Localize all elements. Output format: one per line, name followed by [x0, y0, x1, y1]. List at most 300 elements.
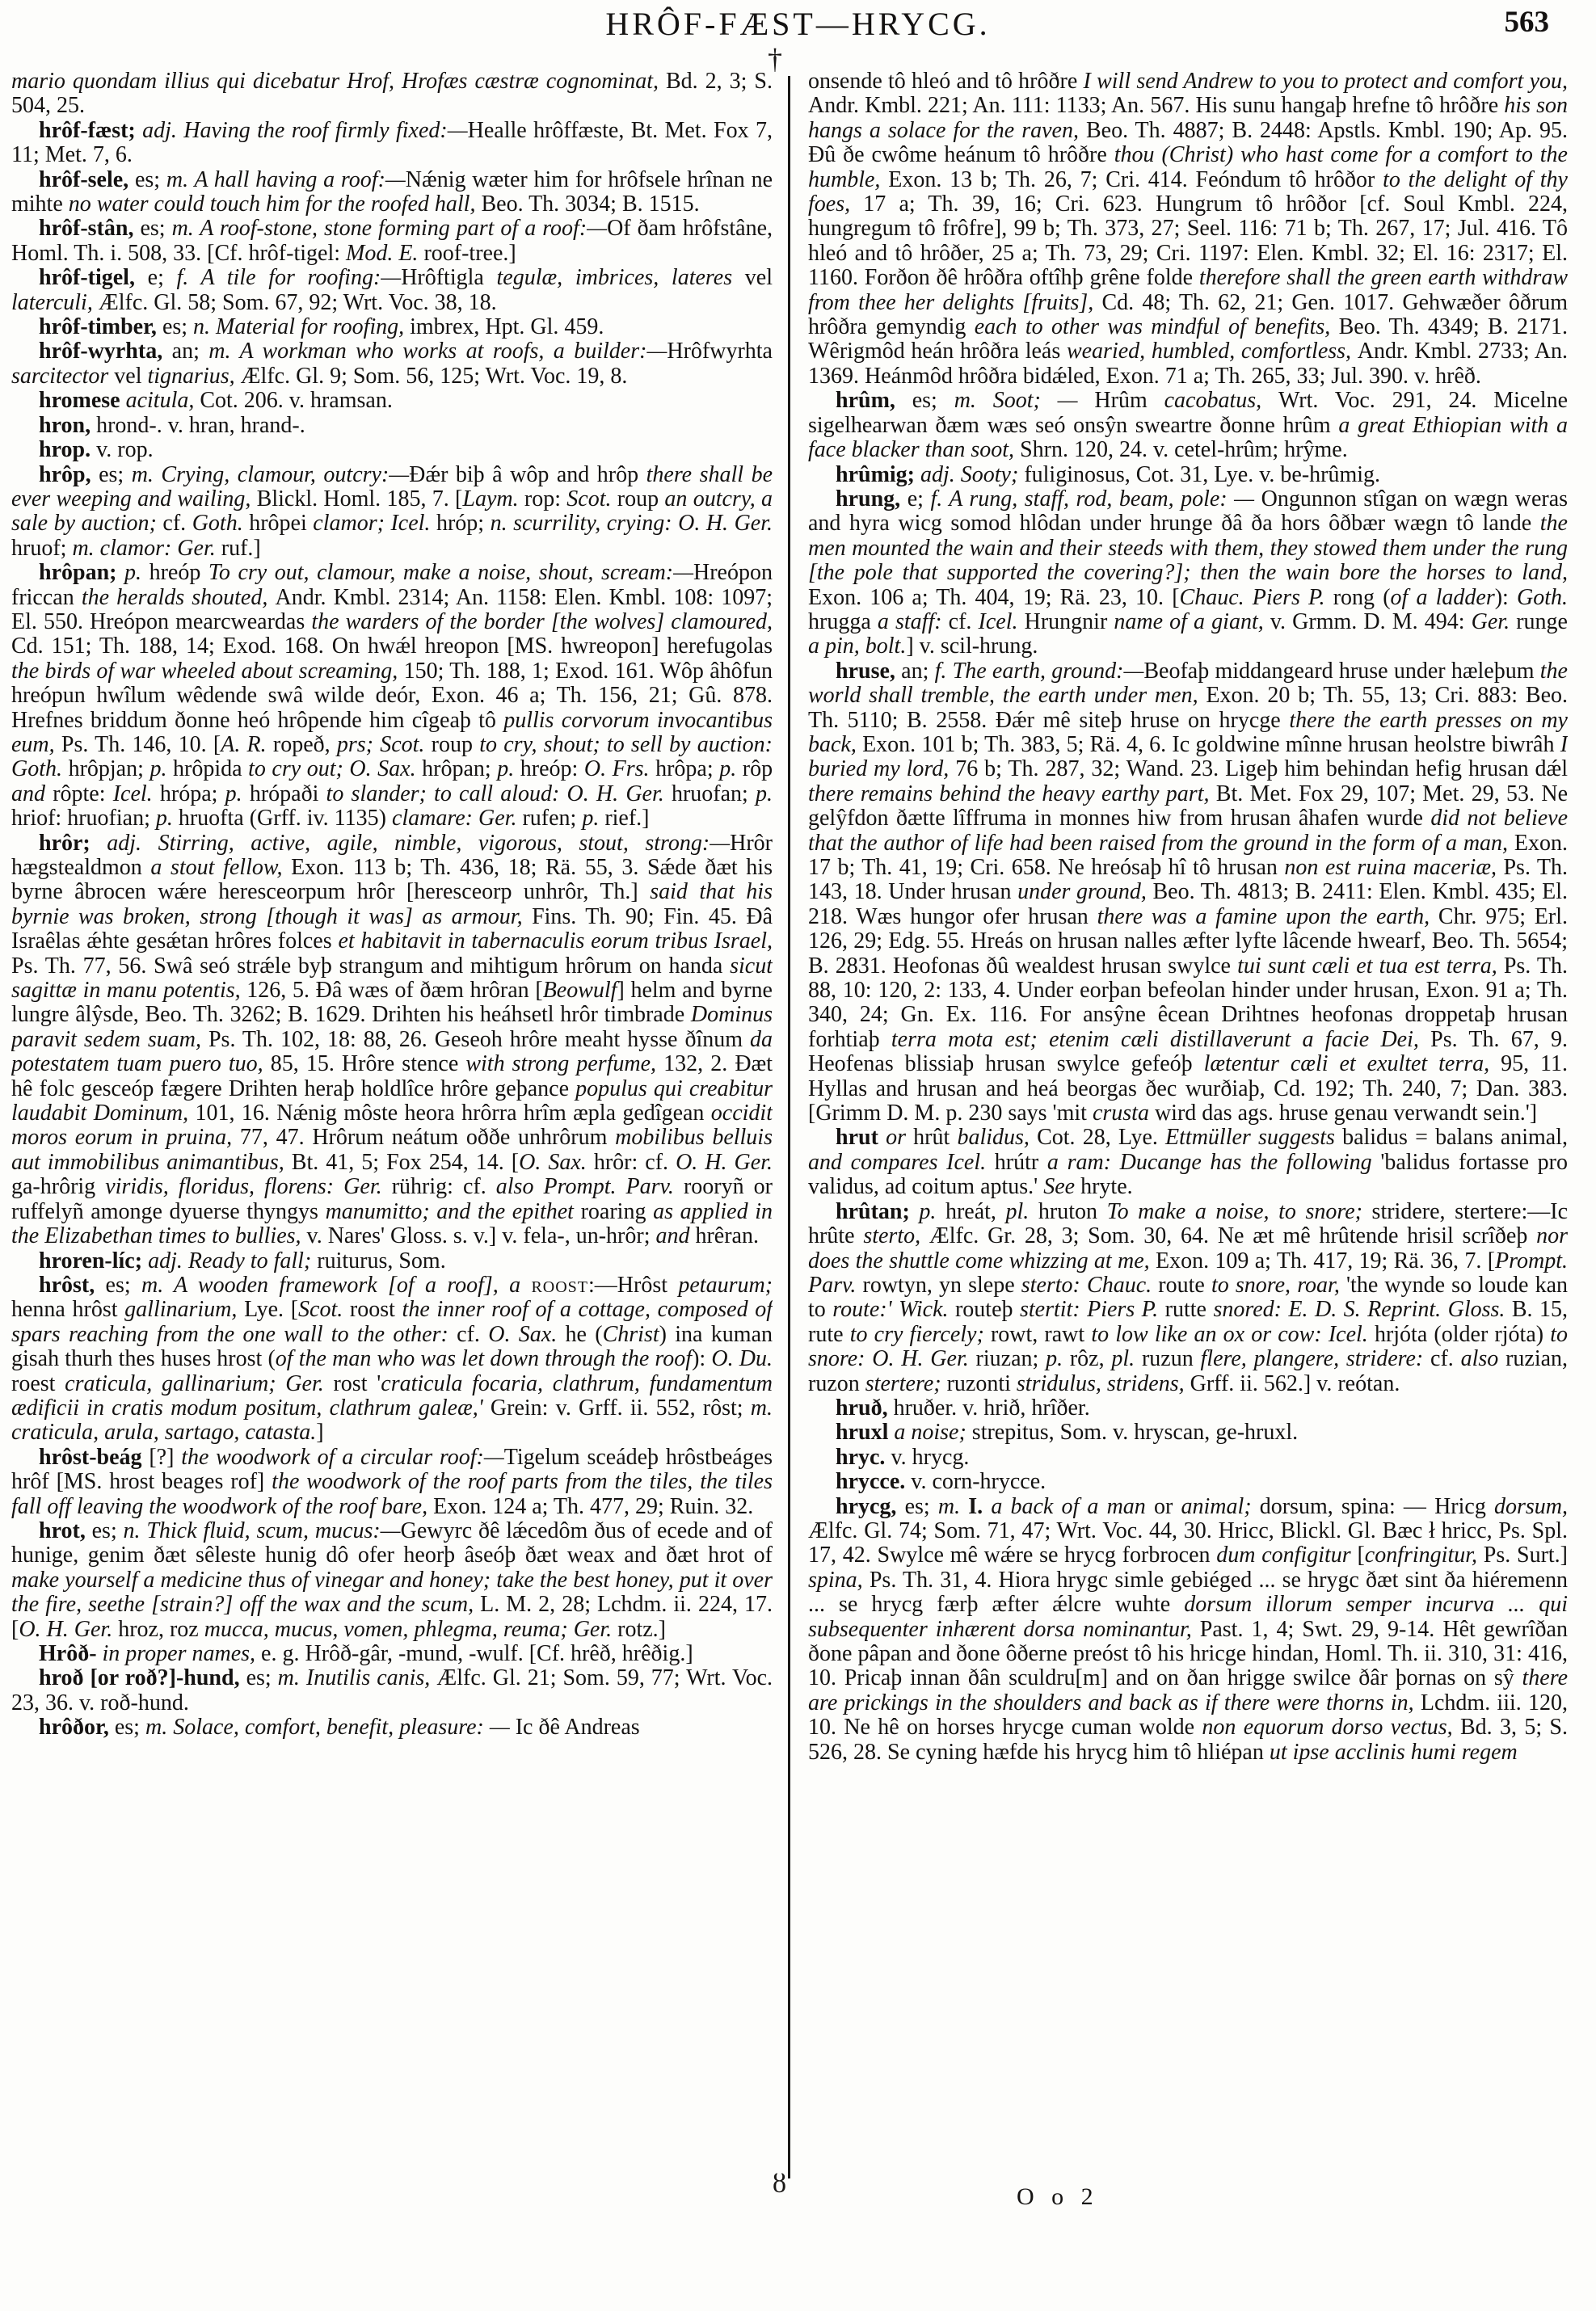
text-run: es;	[904, 1493, 938, 1519]
text-run: 126, 5. Ðâ wæs of ðæm hrôran [	[246, 978, 543, 1004]
text-run: Exon. 13 b; Th. 26, 7; Cri. 414. Feóndum tô hrôðor	[888, 166, 1383, 192]
text-run: Nǽnig wæter him for hrôfsele hrînan ne mihte	[11, 166, 773, 217]
text-run: dorsum,	[1493, 1493, 1568, 1519]
text-run: henna hrôst	[11, 1297, 125, 1323]
text-run: pl.	[1111, 1346, 1142, 1372]
text-run: p.	[497, 756, 520, 782]
text-run: hrôpan;	[422, 756, 498, 782]
text-run: Exon. 113 b; Th. 436, 18; Rä. 55, 3. Sǽde ðæt his byrne âbrocen wǽre heresceorpum hrôr [heresceorp unhrôr, Th.]	[11, 855, 773, 905]
text-run: es;	[91, 1518, 124, 1543]
text-run: vel	[114, 363, 148, 389]
text-run: O. Sax.	[488, 1321, 566, 1347]
text-run: Ælfc. Gl. 21; Som. 59, 77; Wrt. Voc. 23, 36. v. roð-hund.	[11, 1665, 773, 1715]
text-run: routeþ	[954, 1297, 1020, 1323]
text-run: es;	[99, 461, 132, 487]
text-column-left	[11, 69, 773, 2235]
text-run: n. Thick fluid, scum, mucus:—	[123, 1518, 401, 1543]
text-run: Ps. Th. 143, 18. Under hrusan	[808, 855, 1568, 905]
text-run: stertere;	[865, 1370, 947, 1396]
text-run: Hrôfwyrhta	[667, 339, 773, 364]
text-run: rong (	[1333, 584, 1391, 610]
dictionary-entry	[11, 315, 773, 339]
text-run: m. Soot; —	[954, 388, 1095, 414]
text-run: flere, plangere, stridere:	[1200, 1346, 1431, 1372]
text-run: 150; Th. 188, 1; Exod. 161. Wôp âhôfun hreópun hwîlum wêdende swâ wilde deór, Exon. 46 a; Th. 156, 21; Gû. 878. Hrefnes briddum ðonne heó hrôpende him cîgeaþ tô	[11, 658, 773, 733]
text-run: ] helm and byrne lungre âlŷsde, Beo. Th. 3262; B. 1629. Drihten his heáhsetl hrôr timbrade	[11, 978, 773, 1028]
text-run: cf.	[457, 1321, 489, 1347]
column-divider	[788, 76, 790, 2178]
text-run: Wrt. Voc. 291, 24. Micelne sigelhearwan ðæm wæs seó onsŷn sweartre ðonne hrûm	[808, 388, 1568, 438]
text-run: an outcry, a sale by auction;	[11, 486, 773, 537]
headword: hruð,	[836, 1395, 894, 1421]
text-run: a ram: Ducange has the following	[1046, 1149, 1381, 1175]
text-run: ) ina kuman gisah thurh thes huses hrost (	[11, 1321, 773, 1372]
text-run: Dominus paravit sedem suam,	[11, 1002, 773, 1052]
text-run: 'balidus fortasse pro validus, ad coitum aptus.'	[808, 1149, 1568, 1200]
text-run: Exon. 101 b; Th. 383, 5; Rä. 4, 6. Ic goldwine mînne hrusan heolstre biwrâh	[862, 731, 1560, 757]
text-run: no water could touch him for the roofed hall,	[68, 192, 482, 217]
text-run: Beo. Th. 3034; B. 1515.	[481, 192, 700, 217]
text-run: the woodwork of a circular roof:—	[181, 1444, 504, 1470]
text-run: L. M. 2, 28; Lchdm. ii. 224, 17. [	[11, 1592, 773, 1642]
text-run: Bt. 41, 5; Fox 254, 14. [	[291, 1149, 520, 1175]
text-run: n. scurrility, crying: O. H. Ger.	[490, 511, 773, 537]
text-run: Exon. 124 a; Th. 477, 29; Ruin. 32.	[433, 1493, 754, 1519]
text-run: dorsum illorum semper incurva ... qui subsequenter inhærent dorsa nominantur,	[808, 1592, 1568, 1642]
text-run: adj. Sooty;	[920, 461, 1025, 487]
text-run: [	[1357, 1543, 1365, 1568]
text-run: Grff. ii. 562.] v. reótan.	[1190, 1370, 1400, 1396]
text-run: m. Solace, comfort, benefit, pleasure: —	[145, 1715, 516, 1741]
text-run: et habitavit in tabernaculis eorum tribus Israel,	[338, 928, 773, 954]
text-run: onsende tô hleó and tô hrôðre	[808, 69, 1084, 94]
text-run: tui sunt cæli et tua est terra,	[1237, 953, 1504, 979]
text-run: the heralds shouted,	[81, 584, 276, 610]
text-run: occidit moros eorum in pruina,	[11, 1101, 773, 1151]
text-run: p.	[149, 756, 173, 782]
text-run: to low like an ox or cow: Icel.	[1091, 1321, 1375, 1347]
text-run: fuliginosus, Cot. 31, Lye. v. be-hrûmig.	[1024, 461, 1381, 487]
text-run: Beo. Th. 4887; B. 2448: Apstls. Kmbl. 190; Ap. 95. Ðû ðe cwôme heánum tô hrôðre	[808, 117, 1568, 168]
text-run: Goth.	[1517, 584, 1568, 610]
text-run: O. Frs.	[583, 756, 656, 782]
text-run: the world shall tremble, the earth under men,	[808, 658, 1568, 709]
text-run: Scot.	[298, 1297, 350, 1323]
dictionary-entry	[11, 266, 773, 315]
text-run: n. Material for roofing,	[193, 314, 411, 340]
text-run: imbrex, Hpt. Gl. 459.	[410, 314, 604, 340]
text-run: to snore: O. H. Ger.	[808, 1321, 1568, 1372]
text-run: clamor; Icel.	[313, 511, 436, 537]
text-run: I buried my lord,	[808, 731, 1568, 782]
text-run: hrêran.	[695, 1223, 759, 1249]
text-run: Exon. 109 a; Th. 417, 19; Rä. 36, 7. [	[1156, 1248, 1496, 1273]
text-run: Christ	[602, 1321, 659, 1347]
text-run: runge	[1516, 608, 1568, 634]
text-run: Tigelum sceádeþ hrôstbeáges hrôf [MS. hrost beages rof]	[11, 1444, 773, 1495]
text-run: Goth.	[192, 511, 250, 537]
text-run: an;	[901, 658, 935, 684]
text-run: cf.	[948, 608, 979, 634]
text-run: Ps. Th. 146, 10. [	[61, 731, 221, 757]
text-run: e;	[147, 265, 177, 291]
text-run: ga-hrôrig	[11, 1174, 106, 1200]
headword: I.	[968, 1493, 992, 1519]
text-run: mario quondam illius qui dicebatur Hrof, Hrofæs cæstræ cognominat,	[11, 69, 666, 94]
text-run: Beowulf	[542, 978, 617, 1004]
text-run: spina,	[808, 1567, 870, 1593]
text-run: Andr. Kmbl. 2733; An. 1369. Heánmôd hrôðra bidǽled, Exon. 71 a; Th. 265, 33; Jul. 390. v. hrêð.	[808, 339, 1568, 389]
text-run: stertit: Piers P.	[1019, 1297, 1165, 1323]
text-run: name of a giant,	[1114, 608, 1270, 634]
dictionary-entry	[11, 339, 773, 389]
text-run: Ic ðê Andreas	[515, 1715, 640, 1741]
text-run: To cry out, clamour, make a noise, shout, scream:—	[208, 560, 694, 586]
dictionary-entry	[808, 1126, 1568, 1199]
text-run: O. Sax.	[519, 1149, 594, 1175]
text-run: Hrûm	[1094, 388, 1164, 414]
text-run: Andr. Kmbl. 2314; An. 1158: Elen. Kmbl. 108: 1097; El. 550. Hreópon mearcweardas	[11, 584, 773, 634]
text-run: Past. 1, 4; Swt. 29, 9-14. Hêt gewrîðan ðone pâpan and ðone ôðerne preóst tô his hricge hindan, Homl. Th. ii. 310, 31: 416, 10. Pricaþ innan ðân sculdru[m] and on ðan hrigge swilce ðâr þornas on sŷ	[808, 1616, 1568, 1691]
text-run: craticula, gallinarium; Ger.	[65, 1370, 334, 1396]
headword: hrung,	[836, 486, 907, 511]
text-run: nor does the shuttle come whizzing at me,	[808, 1223, 1568, 1273]
text-run: ropeð,	[272, 731, 337, 757]
headword: hrôst,	[39, 1272, 106, 1298]
text-run: p.	[155, 806, 179, 831]
text-run: stridulus, stridens,	[1016, 1370, 1190, 1396]
text-run: rufen;	[522, 806, 583, 831]
text-run: Ælfc. Gl. 74; Som. 71, 47; Wrt. Voc. 44, 30. Hricc, Blickl. Gl. Bæc ł hricc, Ps. Spl. 17, 42. Swylce mê wǽre se hrycg forbrocen	[808, 1518, 1568, 1568]
text-run: hrôpjan;	[68, 756, 150, 782]
text-run: vel	[744, 265, 773, 291]
text-run: hruof;	[11, 535, 73, 561]
text-run: hrôpa;	[655, 756, 720, 782]
text-run: Prompt. Parv.	[808, 1248, 1568, 1298]
text-run: Chauc. Piers P.	[1179, 584, 1333, 610]
headword: hrûm,	[836, 388, 912, 414]
text-run: m. clamor: Ger.	[72, 535, 221, 561]
text-run: Hreópon friccan	[11, 560, 773, 610]
text-run: 77, 47. Hrôrum neátum oððe unhrôrum	[239, 1125, 616, 1151]
text-run: rowt, rawt	[990, 1321, 1092, 1347]
text-run: acitula,	[125, 388, 200, 414]
text-run: hrût	[913, 1125, 958, 1151]
text-run: did not believe that the author of life had been raised from the ground in the form of a man,	[808, 806, 1568, 856]
text-run: e;	[907, 486, 931, 511]
text-run: p.	[719, 756, 743, 782]
text-run: also	[1460, 1346, 1506, 1372]
text-run: his son hangs a solace for the raven,	[808, 93, 1568, 143]
text-run: roaring	[580, 1198, 654, 1224]
text-run: f. A rung, staff, rod, beam, pole: —	[930, 486, 1261, 511]
text-run: wearied, humbled, comfortless,	[1066, 339, 1358, 364]
text-run: hriof: hruofian;	[11, 806, 156, 831]
text-run: wird das ags. hruse genau verwandt sein.']	[1154, 1101, 1538, 1126]
text-run: hrugga	[808, 608, 878, 634]
text-run: dorsum, spina: — Hricg	[1259, 1493, 1494, 1519]
headword: hruse,	[836, 658, 902, 684]
text-run: Cot. 28, Lye.	[1037, 1125, 1166, 1151]
text-run: v. hrycg.	[891, 1444, 970, 1470]
headword: hrôf-fæst;	[39, 117, 143, 143]
headword: hrôf-wyrhta,	[39, 339, 172, 364]
text-run: Ger.	[1471, 608, 1517, 634]
text-run: Of ðam hrôfstâne, Homl. Th. i. 508, 33. [Cf. hrôf-tigel:	[11, 216, 773, 266]
text-run: as applied in the Elizabethan times to bullies,	[11, 1198, 773, 1249]
text-run: Bt. Met. Fox 29, 107; Met. 29, 53. Ne gelŷfdon ðætte lîffruma in monnes hiw from hrusan âhafen wurde	[808, 781, 1568, 831]
headword: hrûtan;	[836, 1198, 920, 1224]
text-run: or	[886, 1125, 914, 1151]
text-run: Ettmüller suggests	[1165, 1125, 1343, 1151]
headword: hrôp,	[39, 461, 99, 487]
text-run: Beo. Th. 4349; B. 2171. Wêrigmôd heán hrôðra leás	[808, 314, 1568, 364]
dictionary-entry	[11, 1715, 773, 1740]
text-run: Ælfc. Gl. 9; Som. 56, 125; Wrt. Voc. 19, 8.	[240, 363, 628, 389]
text-run: ] v. scil-hrung.	[906, 634, 1038, 659]
text-run: terra mota est; etenim cæli distillaverunt a facie Dei,	[891, 1026, 1431, 1052]
text-run: tegulæ, imbrices, lateres	[496, 265, 745, 291]
text-run: Ðǽr biþ â wôp and hrôp	[409, 461, 646, 487]
text-run: ruzonti	[946, 1370, 1017, 1396]
text-run: hróp;	[436, 511, 491, 537]
text-run: es;	[114, 1715, 145, 1741]
text-run: v. Grmm. D. M. 494:	[1270, 608, 1472, 634]
headword: hrop.	[39, 437, 97, 463]
text-run: Hrôr hægstealdmon	[11, 830, 773, 880]
text-run: to snore, roar,	[1211, 1272, 1346, 1298]
text-run: p.	[919, 1198, 945, 1224]
text-run: cacobatus,	[1164, 388, 1278, 414]
text-run: to cry, shout; to sell by auction: Goth.	[11, 731, 773, 782]
text-run: O. H. Ger.	[676, 1149, 773, 1175]
text-run: roup	[617, 486, 665, 511]
text-run: Ps. Th. 67, 9. Heofenas blissiaþ hrusan swylce gefeóþ	[808, 1026, 1568, 1077]
text-run: Exon. 106 a; Th. 404, 19; Rä. 23, 10. [	[808, 584, 1180, 610]
headword: hrycg,	[836, 1493, 905, 1519]
text-run: m. A roof-stone, stone forming part of a roof:—	[171, 216, 608, 242]
dictionary-entry	[808, 69, 1568, 389]
text-run: f. The earth, ground:—	[934, 658, 1144, 684]
text-run: rôpte:	[53, 781, 113, 806]
text-run: es;	[912, 388, 954, 414]
text-run: to cry fiercely;	[849, 1321, 991, 1347]
dictionary-entry	[808, 1421, 1568, 1445]
text-run: rowtyn, yn slepe	[862, 1272, 1021, 1298]
text-run: a pin, bolt.	[808, 634, 907, 659]
dictionary-entry	[808, 1396, 1568, 1421]
text-run: balidus = balans animal,	[1342, 1125, 1568, 1151]
text-run: a staff:	[877, 608, 949, 634]
text-run: adj. Having the roof firmly fixed:—	[142, 117, 468, 143]
dictionary-entry	[808, 389, 1568, 462]
dictionary-entry	[11, 69, 773, 119]
text-run: to slander; to call aloud: O. H. Ger.	[326, 781, 672, 806]
text-run: a great Ethiopian with a face blacker than soot,	[808, 412, 1568, 463]
text-run: prs; Scot.	[336, 731, 432, 757]
text-run: m. Inutilis canis,	[277, 1665, 437, 1691]
text-run: Beo. Th. 4813; B. 2411: Elen. Kmbl. 435; El. 218. Wæs hungor ofer hrusan	[808, 879, 1568, 929]
headword: hryc.	[836, 1444, 891, 1470]
text-run: snored: E. D. S. Reprint. Gloss.	[1213, 1297, 1512, 1323]
dictionary-entry	[11, 1666, 773, 1715]
text-run: thou (Christ) who hast come for a comfort to the humble,	[808, 142, 1568, 192]
text-run: v. rop.	[96, 437, 154, 463]
text-run: confringitur,	[1364, 1543, 1484, 1568]
text-run: rührig: cf.	[391, 1174, 496, 1200]
text-run: :—Hrôst	[588, 1272, 679, 1298]
text-run: populus qui creabitur laudabit Dominum,	[11, 1076, 773, 1126]
text-run: es;	[140, 216, 172, 242]
text-run: adj. Ready to fall;	[148, 1248, 318, 1273]
text-run: there shall be ever weeping and wailing,	[11, 461, 773, 511]
text-run: 95, 11. Hyllas and hrusan and heá beorgas ðec wurðiaþ, Cd. 192; Th. 240, 7; Dan. 383. [Grimm D. M. p. 230 says 'mit	[808, 1051, 1568, 1126]
text-run: to the delight of thy foes,	[808, 166, 1568, 217]
text-run: stridere, stertere:—Ic hrûte	[808, 1198, 1568, 1249]
text-run: hroz, roz	[118, 1616, 204, 1642]
text-run: hruðer. v. hrið, hrîðer.	[893, 1395, 1090, 1421]
text-run: p.	[756, 781, 773, 806]
text-run: Blickl. Homl. 185, 7. [	[256, 486, 463, 511]
text-run: Beofaþ middangeard hruse under hæleþum	[1143, 658, 1540, 684]
text-run: roof-tree.]	[423, 240, 516, 266]
text-run: Hrungnir	[1024, 608, 1114, 634]
dictionary-entry	[808, 659, 1568, 1126]
headword: hrôf-stân,	[39, 216, 141, 242]
text-run: Icel.	[978, 608, 1025, 634]
headword: hrôst-beág	[39, 1444, 149, 1470]
text-run: Bd. 3, 5; S. 526, 28. Se cyning hæfde his hrycg him tô hliépan	[808, 1715, 1568, 1765]
text-run: v. corn-hrycce.	[911, 1469, 1046, 1495]
dictionary-entry	[11, 217, 773, 266]
dictionary-entry	[808, 1470, 1568, 1494]
dictionary-entry	[11, 1249, 773, 1273]
text-run: mobilibus belluis aut immobilibus animantibus,	[11, 1125, 773, 1175]
text-run: ):	[692, 1346, 712, 1372]
text-run: pullis corvorum invocantibus eum,	[11, 707, 773, 757]
text-run: non est ruina maceriæ,	[1284, 855, 1504, 880]
text-run: there was a famine upon the earth,	[1097, 903, 1438, 929]
text-run: Cd. 151; Th. 188, 14; Exod. 168. On hwǽl hreopon [MS. hwreopon] herefugolas	[11, 634, 773, 659]
dictionary-entry	[11, 438, 773, 462]
text-run: clamare: Ger.	[391, 806, 523, 831]
text-run: also Prompt. Parv.	[495, 1174, 684, 1200]
text-run: riuzan;	[975, 1346, 1046, 1372]
headword: hrôf-tigel,	[39, 265, 148, 291]
text-run: rief.]	[604, 806, 650, 831]
text-run: crusta	[1092, 1101, 1155, 1126]
text-run: Healle hrôffæste, Bt. Met. Fox 7, 11; Met. 7, 6.	[11, 117, 773, 168]
text-run: ]	[316, 1420, 324, 1446]
text-run: cf.	[162, 511, 192, 537]
text-run: Ps. Th. 88, 10: 120, 2: 133, 4. Under eorþan befeolan hinder under hrusan, Exon. 91 a; Th. 340, 24; Gn. Ex. 116. For ansŷne êcean Drihtnes heofonas droppetaþ hrusan forhtiaþ	[808, 953, 1568, 1052]
text-run: Ælfc. Gr. 28, 3; Som. 30, 64. Ne æt mê hrûtende hrisil scrîðeþ	[929, 1223, 1537, 1249]
text-run: and	[11, 781, 53, 806]
text-run: ruf.]	[221, 535, 261, 561]
text-run: under ground,	[1017, 879, 1153, 905]
text-run: he (	[565, 1321, 603, 1347]
text-run: A. R.	[221, 731, 273, 757]
text-run: m. A wooden framework [of a roof], a	[141, 1272, 532, 1298]
text-run: v. Nares' Gloss. s. v.] v. fela-, un-hrôr;	[306, 1223, 656, 1249]
text-run: Ps. Th. 102, 18: 88, 26. Geseoh hrôre meaht hysse ðînum	[208, 1026, 750, 1052]
page-number: 563	[1504, 6, 1549, 39]
text-run: and	[655, 1223, 696, 1249]
text-run: Ps. Surt.]	[1483, 1543, 1568, 1568]
text-run: of the man who was let down through the roof	[275, 1346, 693, 1372]
text-run: Ongunnon stîgan on wægn weras and hyra wicg somod hlôdan under hrunge ðâ ða hors ôðbær wægn tô lande	[808, 486, 1568, 537]
text-run: sterto: Chauc.	[1021, 1272, 1159, 1298]
text-run: See	[1043, 1174, 1081, 1200]
text-run: p.	[225, 781, 250, 806]
text-run: route:' Wick.	[832, 1297, 955, 1323]
text-run: Lchdm. iii. 120, 10. Ne hê on horses hrycge cuman wolde	[808, 1690, 1568, 1741]
text-run: the warders of the border [the wolves] clamoured,	[311, 608, 773, 634]
text-run: Bd. 2, 3; S. 504, 25.	[11, 69, 773, 119]
text-run: hrôr: cf.	[593, 1149, 676, 1175]
text-run: hrútr	[994, 1149, 1047, 1175]
headword: hrut	[836, 1125, 886, 1151]
text-run: the men mounted the wain and their steeds with them, they stowed them under the rung [the pole that supported the covering?]; then the wain bore the horses to land,	[808, 511, 1568, 586]
dictionary-entry	[11, 1273, 773, 1446]
dictionary-entry	[808, 487, 1568, 659]
text-run: Gewyrc ðê lǽcedôm ðus of ecede and of hunige, genim ðæt sêleste hunig dô ofer heorþ âseóþ ðæt weax and ðæt hrot of	[11, 1518, 773, 1568]
text-run: dum configitur	[1216, 1543, 1358, 1568]
text-run: Ps. Th. 77, 56. Swâ seó strǽle byþ strangum and mihtigum hrôrum on handa	[11, 953, 731, 979]
text-run: lætentur cæli et exultet terra,	[1203, 1051, 1501, 1077]
text-run: sicut sagittæ in manu potentis,	[11, 953, 773, 1004]
text-run: rooryñ or ruffelyñ amonge dyuerse thyngys	[11, 1174, 773, 1224]
text-run: B. 15, rute	[808, 1297, 1568, 1347]
dictionary-entry	[808, 1495, 1568, 1765]
headword: hrôðor,	[39, 1715, 115, 1741]
dictionary-entry	[11, 119, 773, 168]
text-run: route	[1158, 1272, 1211, 1298]
text-run: es;	[246, 1665, 278, 1691]
text-run: therefore shall the green earth withdraw from thee her delights [fruits],	[808, 265, 1568, 315]
text-run: rôp	[742, 756, 773, 782]
text-run: hrôpida	[173, 756, 249, 782]
text-run: hreát,	[945, 1198, 1006, 1224]
text-run: Exon. 17 b; Th. 41, 19; Cri. 658. Ne hreósaþ hî tô hrusan	[808, 830, 1568, 880]
text-run: strepitus, Som. v. hryscan, ge-hruxl.	[971, 1420, 1299, 1446]
text-run: 101, 16. Nǽnig môste heora hrôrra hrîm æpla gedîgean	[195, 1101, 711, 1126]
text-run: Cd. 48; Th. 62, 21; Gen. 1017. Gehwæðer ôðrum hrôðra gemyndig	[808, 289, 1568, 340]
text-run: es;	[105, 1272, 141, 1298]
headword: hrôf-timber,	[39, 314, 162, 340]
text-run: ruzun	[1141, 1346, 1201, 1372]
text-run: gallinarium,	[124, 1297, 245, 1323]
headword: hrycce.	[836, 1469, 912, 1495]
text-run: roest	[11, 1370, 65, 1396]
text-run: hrond-. v. hran, hrand-.	[96, 412, 305, 438]
text-run: ruiturus, Som.	[317, 1248, 446, 1273]
text-run: roup	[431, 731, 480, 757]
text-run: m. craticula, arula, sartago, catasta.	[11, 1395, 773, 1446]
text-run: hreóp:	[520, 756, 584, 782]
text-run: there are prickings in the shoulders and back as if there were thorns in,	[808, 1665, 1568, 1715]
text-run: 76 b; Th. 287, 32; Wand. 23. Ligeþ him behindan hefig hrusan dǽl	[955, 756, 1568, 782]
headword: hrûmig;	[836, 461, 920, 487]
headword: hrôpan;	[39, 560, 125, 586]
dictionary-entry	[808, 463, 1568, 487]
dictionary-entry	[11, 561, 773, 831]
text-run: craticula focaria, clathrum, fundamentum ædificii in cratis modum positum, clathrum galeæ,'	[11, 1370, 773, 1421]
text-run: rost '	[333, 1370, 381, 1396]
headword: Hrôð-	[39, 1641, 103, 1666]
dictionary-entry	[11, 389, 773, 413]
text-run: To make a noise, to snore;	[1106, 1198, 1372, 1224]
